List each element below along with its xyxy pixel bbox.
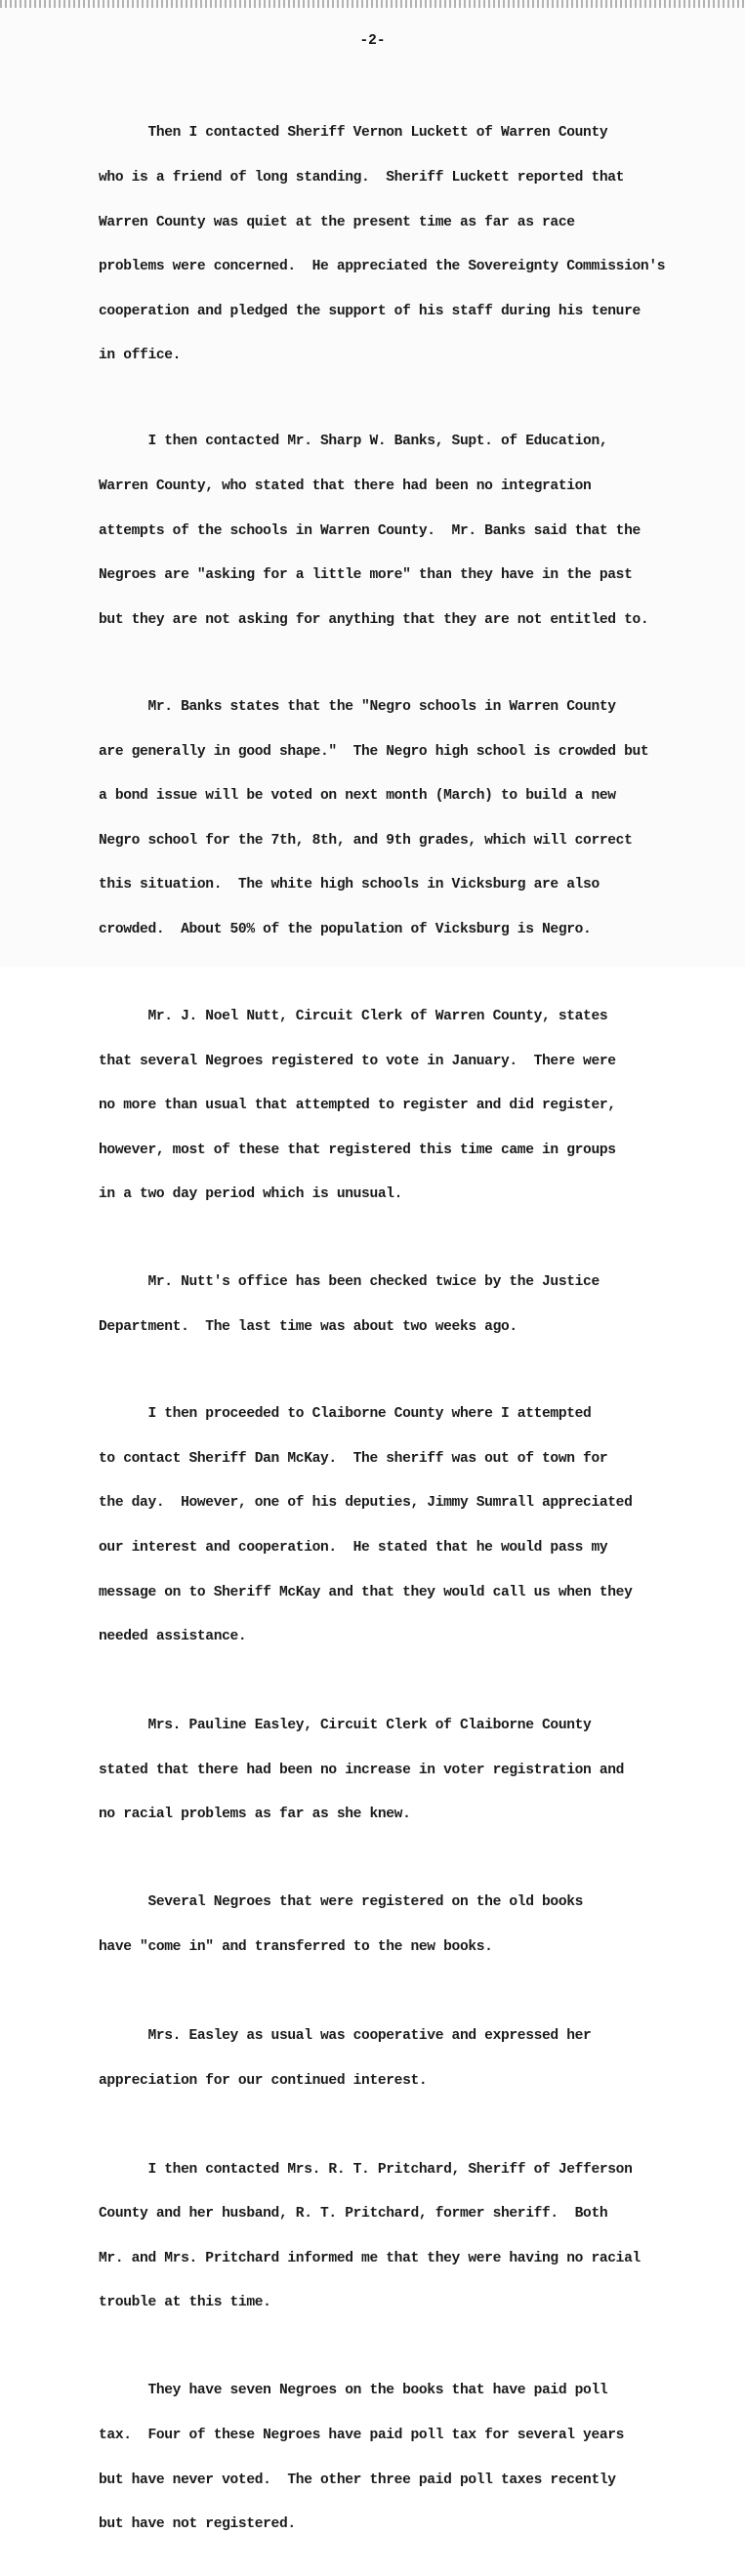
text-line: no racial problems as far as she knew. — [99, 1807, 411, 1823]
paragraph-clerk-nutt — [99, 980, 724, 1232]
page-number: -2- — [359, 33, 386, 49]
scan-edge-artifact — [0, 0, 745, 8]
text-line: are generally in good shape." The Negro high school is crowded but — [99, 743, 649, 760]
text-line: crowded. About 50% of the population of Vicksburg is Negro. — [99, 921, 592, 937]
text-line: a bond issue will be voted on next month (March) to build a new — [99, 788, 616, 805]
text-line: who is a friend of long standing. Sheriff Luckett reported that — [99, 170, 625, 187]
text-line: in a two day period which is unusual. — [99, 1186, 403, 1203]
paragraph-easley-cooperative — [99, 2000, 724, 2119]
text-line: but have not registered. — [99, 2516, 296, 2533]
text-line: Mr. Banks states that the "Negro schools in Warren County — [99, 698, 616, 715]
text-line: that several Negroes registered to vote in January. There were — [99, 1053, 616, 1069]
paragraph-claiborne-county — [99, 1378, 724, 1675]
text-line: however, most of these that registered this time came in groups — [99, 1142, 616, 1158]
text-line: to contact Sheriff Dan McKay. The sheriff was out of town for — [99, 1450, 608, 1467]
text-line: Mr. J. Noel Nutt, Circuit Clerk of Warren County, states — [99, 1008, 608, 1024]
paragraph-supt-banks — [99, 405, 724, 657]
text-line: Several Negroes that were registered on the old books — [99, 1894, 584, 1911]
paragraph-negro-schools — [99, 671, 724, 968]
text-line: message on to Sheriff McKay and that they would call us when they — [99, 1584, 633, 1600]
text-line: no more than usual that attempted to register and did register, — [99, 1098, 616, 1114]
text-line: needed assistance. — [99, 1629, 247, 1645]
text-line: Negroes are "asking for a little more" than they have in the past — [99, 567, 633, 584]
text-line: Warren County, who stated that there had been no integration — [99, 478, 592, 495]
text-line: Warren County was quiet at the present time as far as race — [99, 214, 575, 230]
text-line: County and her husband, R. T. Pritchard, former sheriff. Both — [99, 2206, 608, 2223]
text-line: I then proceeded to Claiborne County where I attempted — [99, 1406, 592, 1423]
text-line: They have seven Negroes on the books that have paid poll — [99, 2383, 608, 2399]
text-line: attempts of the schools in Warren County. Mr. Banks said that the — [99, 522, 641, 539]
text-line: cooperation and pledged the support of his staff during his tenure — [99, 303, 641, 319]
text-line: the day. However, one of his deputies, Jimmy Sumrall appreciated — [99, 1495, 633, 1512]
text-line: but they are not asking for anything that they are not entitled to. — [99, 611, 649, 628]
paragraph-clerk-easley — [99, 1689, 724, 1852]
text-line: I then contacted Mrs. R. T. Pritchard, Sheriff of Jefferson — [99, 2161, 633, 2178]
text-line: Mr. and Mrs. Pritchard informed me that they were having no racial — [99, 2250, 641, 2266]
text-line: I then contacted Mr. Sharp W. Banks, Supt. of Education, — [99, 434, 608, 450]
text-line: in office. — [99, 348, 182, 364]
text-line: trouble at this time. — [99, 2295, 271, 2311]
text-line: tax. Four of these Negroes have paid poll tax for several years — [99, 2428, 625, 2444]
text-line: Then I contacted Sheriff Vernon Luckett of Warren County — [99, 125, 608, 142]
paragraph-sheriff-pritchard — [99, 2133, 724, 2341]
text-line: this situation. The white high schools in Vicksburg are also — [99, 877, 600, 893]
text-line: but have never voted. The other three paid poll taxes recently — [99, 2472, 616, 2488]
paragraph-justice-department — [99, 1246, 724, 1365]
text-line: Department. The last time was about two weeks ago. — [99, 1319, 517, 1336]
paragraph-sheriff-luckett — [99, 97, 724, 394]
text-line: have "come in" and transferred to the new books. — [99, 1938, 493, 1955]
text-line: appreciation for our continued interest. — [99, 2072, 428, 2089]
text-line: Mrs. Pauline Easley, Circuit Clerk of Claiborne County — [99, 1718, 592, 1734]
document-body — [99, 97, 724, 2576]
text-line: problems were concerned. He appreciated the Sovereignty Commission's — [99, 259, 666, 275]
paragraph-poll-tax — [99, 2354, 724, 2562]
text-line: Negro school for the 7th, 8th, and 9th grades, which will correct — [99, 832, 633, 849]
paragraph-transferred-books — [99, 1866, 724, 1985]
text-line: stated that there had been no increase in voter registration and — [99, 1762, 625, 1778]
text-line: Mrs. Easley as usual was cooperative and expressed her — [99, 2027, 592, 2044]
text-line: our interest and cooperation. He stated that he would pass my — [99, 1539, 608, 1556]
text-line: Mr. Nutt's office has been checked twice by the Justice — [99, 1274, 600, 1291]
